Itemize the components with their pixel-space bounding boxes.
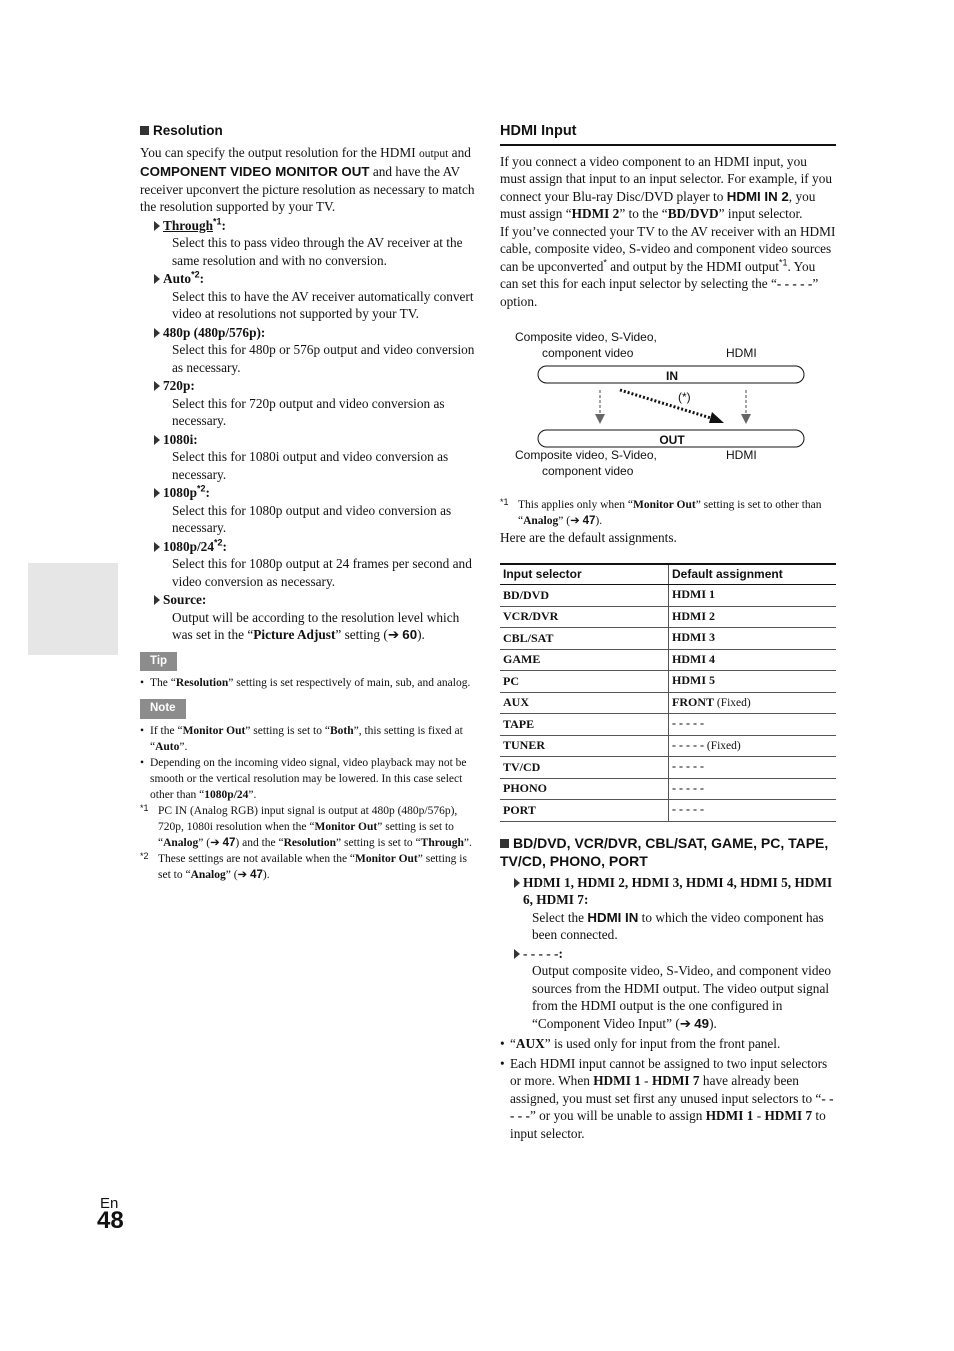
table-row [500, 735, 836, 757]
triangle-bullet-icon [154, 488, 160, 498]
resolution-option: 480p (480p/576p): Select this for 480p or 576p output and video conversion as necessary. [154, 324, 475, 377]
table-row [500, 606, 836, 628]
option-hdmi-desc: Select the HDMI IN to which the video component has been connected. [532, 909, 824, 942]
footnote-1: *1 PC IN (Analog RGB) input signal is output at 480p (480p/576p), 720p, 1080i resolution when the “Monitor Out” setting is set to “Analog” (➔ 47) and the “Resolution” setting is set to “Through”. [140, 802, 472, 849]
option-desc: Select this for 1080i output and video conversion as necessary. [172, 449, 449, 482]
upconvert-line [620, 390, 714, 419]
input-selector-cell: BD/DVD [500, 585, 669, 607]
option-mark: *2 [197, 483, 206, 494]
bullet-assign: • Each HDMI input cannot be assigned to two input selectors or more. When HDMI 1 - HDMI 7 have already been assigned, you must set first any unused input selectors to “- - - - -” or you will be unable to assign HDMI 1 - HDMI 7 to input selector. [500, 1055, 836, 1143]
right-arrow-head [741, 414, 751, 424]
hdmi-para-2: If you’ve connected your TV to the AV receiver with an HDMI cable, composite video, S-video and component video sources can be upconverted* and output by the HDMI output$^{*1}$. You can set this for each input selector by selecting the “- - - - -” option. [500, 223, 836, 309]
table-header-row [500, 564, 836, 585]
option-mark: *2 [213, 537, 223, 548]
resolution-option: 1080i: Select this for 1080i output and video conversion as necessary. [154, 431, 475, 484]
assignment-cell: - - - - - [669, 800, 837, 822]
upconvert-arrow-head [709, 412, 724, 423]
resolution-options [140, 217, 475, 591]
resolution-option: 1080p/24$^{*2}$: Select this for 1080p output at 24 frames per second and video conversion as necessary. [154, 538, 475, 591]
option-mark: *1 [213, 216, 222, 227]
note-item-1: • If the “Monitor Out” setting is set to “Both”, this setting is fixed at “Auto”. [140, 723, 475, 755]
assignment-cell: HDMI 5 [669, 671, 837, 693]
option-dash-desc: Output composite video, S-Video, and component video sources from the HDMI output. The video output signal from the HDMI output is the one configured in “Component Video Input” (➔ 49). [532, 963, 832, 1031]
assignment-cell: - - - - - [669, 778, 837, 800]
hdmi-para-1: If you connect a video component to an HDMI input, you must assign that input to an input selector. For example, if you connect your Blu-ray Disc/DVD player to HDMI IN 2, you must assign “HDMI 2” to the “BD/DVD” input selector. [500, 153, 833, 221]
option-title: 480p (480p/576p) [163, 324, 261, 340]
assignment-cell: - - - - - (Fixed) [669, 735, 837, 757]
option-source-desc: Output will be according to the resolution level which was set in the “Picture Adjust” setting (➔ 60). [172, 609, 460, 642]
input-selector-cell: VCR/DVR [500, 606, 669, 628]
option-hdmi: HDMI 1, HDMI 2, HDMI 3, HDMI 4, HDMI 5, HDMI 6, HDMI 7: Select the HDMI IN to which the video component has been connected. [514, 874, 836, 944]
table-row [500, 757, 836, 779]
assignment-cell: HDMI 1 [669, 585, 837, 607]
option-desc: Select this for 1080p output and video conversion as necessary. [172, 502, 452, 535]
star-label: (*) [678, 390, 691, 404]
table-row [500, 800, 836, 822]
resolution-option: 720p: Select this for 720p output and video conversion as necessary. [154, 377, 475, 430]
input-selector-cell: TUNER [500, 735, 669, 757]
triangle-bullet-icon [154, 328, 160, 338]
left-column [140, 118, 475, 883]
side-tab [28, 563, 118, 655]
note-item-2: • Depending on the incoming video signal, video playback may not be smooth or the vertical resolution may be lowered. In this case select other than “1080p/24”. [140, 755, 475, 803]
assignment-cell: FRONT (Fixed) [669, 692, 837, 714]
table-row [500, 714, 836, 736]
assignment-cell: - - - - - [669, 714, 837, 736]
diagram-top-right: HDMI [726, 346, 757, 360]
option-title: 720p [163, 378, 191, 393]
input-selector-cell: TAPE [500, 714, 669, 736]
resolution-option: Auto$^{*2}$: Select this to have the AV receiver automatically convert video at resolutions not supported by your TV. [154, 270, 475, 323]
out-label: OUT [659, 433, 685, 447]
assignment-cell: HDMI 2 [669, 606, 837, 628]
diagram-bottom-left-2: component video [542, 464, 634, 478]
option-title: Through [163, 217, 214, 233]
assignment-cell: - - - - - [669, 757, 837, 779]
resolution-intro: You can specify the output resolution for the HDMI output and COMPONENT VIDEO MONITOR OUT and have the AV receiver upconvert the picture resolution as necessary to match the resolution supported by your TV. [140, 144, 475, 214]
tip-badge: Tip [140, 652, 177, 672]
hdmi-input-title: HDMI Input [500, 123, 836, 146]
assignment-cell: HDMI 3 [669, 628, 837, 650]
table-row [500, 671, 836, 693]
diagram-top-left-2: component video [542, 346, 634, 360]
defaults-intro: Here are the default assignments. [500, 530, 677, 545]
resolution-option: Through$^{*1}$: Select this to pass video through the AV receiver at the same resolution and with no conversion. [154, 217, 475, 270]
input-selector-cell: PORT [500, 800, 669, 822]
table-header-selector: Input selector [500, 564, 669, 585]
option-title: Auto [163, 271, 192, 286]
tip-item: • The “Resolution” setting is set respectively of main, sub, and analog. [140, 675, 475, 691]
hdmi-footnote: *1 This applies only when “Monitor Out” setting is set to other than “Analog” (➔ 47). [500, 497, 822, 527]
triangle-bullet-icon [514, 949, 520, 959]
triangle-bullet-icon [154, 542, 160, 552]
option-title: 1080p [163, 485, 197, 500]
option-desc: Select this for 480p or 576p output and video conversion as necessary. [172, 342, 475, 375]
table-header-assignment: Default assignment [669, 564, 837, 585]
resolution-option: $1080p^{*2}$: Select this for 1080p output and video conversion as necessary. [154, 484, 475, 537]
option-mark: *2 [191, 269, 200, 280]
option-title: 1080p/24 [163, 538, 214, 554]
input-selector-cell: AUX [500, 692, 669, 714]
triangle-bullet-icon [154, 381, 160, 391]
triangle-bullet-icon [514, 878, 520, 888]
table-row [500, 778, 836, 800]
input-selector-cell: TV/CD [500, 757, 669, 779]
triangle-bullet-icon [154, 595, 160, 605]
left-arrow-head [595, 414, 605, 424]
selector-heading: BD/DVD, VCR/DVR, CBL/SAT, GAME, PC, TAPE, TV/CD, PHONO, PORT [500, 834, 829, 869]
table-row [500, 585, 836, 607]
triangle-bullet-icon [154, 221, 160, 231]
option-desc: Select this for 1080p output at 24 frames per second and video conversion as necessary. [172, 556, 472, 589]
diagram-bottom-right: HDMI [726, 448, 757, 462]
diagram-top-left-1: Composite video, S-Video, [515, 330, 657, 344]
in-label: IN [666, 369, 678, 383]
diagram-bottom-left-1: Composite video, S-Video, [515, 448, 657, 462]
input-selector-cell: PC [500, 671, 669, 693]
option-source: Source: Output will be according to the resolution level which was set in the “Picture Adjust” setting (➔ 60). [154, 591, 475, 644]
table-row [500, 692, 836, 714]
note-badge: Note [140, 699, 186, 719]
page-number: 48 [97, 1207, 124, 1234]
option-dash: - - - - -: Output composite video, S-Video, and component video sources from the HDMI output. The video output signal from the HDMI output is the one configured in “Component Video Input” (➔ 49). [514, 945, 836, 1033]
option-desc: Select this for 720p output and video conversion as necessary. [172, 395, 445, 428]
assignment-cell: HDMI 4 [669, 649, 837, 671]
square-bullet-icon [500, 839, 509, 848]
bullet-aux: • “AUX” is used only for input from the front panel. [500, 1035, 836, 1053]
upconvert-diagram [500, 326, 836, 491]
input-selector-cell: PHONO [500, 778, 669, 800]
option-desc: Select this to pass video through the AV receiver at the same resolution and with no conversion. [172, 235, 463, 268]
resolution-heading: Resolution [140, 122, 475, 140]
input-selector-cell: CBL/SAT [500, 628, 669, 650]
option-title: 1080i [163, 431, 194, 447]
triangle-bullet-icon [154, 274, 160, 284]
square-bullet-icon [140, 126, 149, 135]
language-label: En [100, 1195, 119, 1212]
footnote-2: *2 These settings are not available when the “Monitor Out” setting is set to “Analog” (➔ 47). [140, 850, 467, 881]
default-assignment-table [500, 563, 836, 822]
table-row [500, 628, 836, 650]
triangle-bullet-icon [154, 435, 160, 445]
table-row [500, 649, 836, 671]
option-desc: Select this to have the AV receiver automatically convert video at resolutions not supported by your TV. [172, 288, 474, 321]
right-column [500, 118, 836, 1142]
input-selector-cell: GAME [500, 649, 669, 671]
